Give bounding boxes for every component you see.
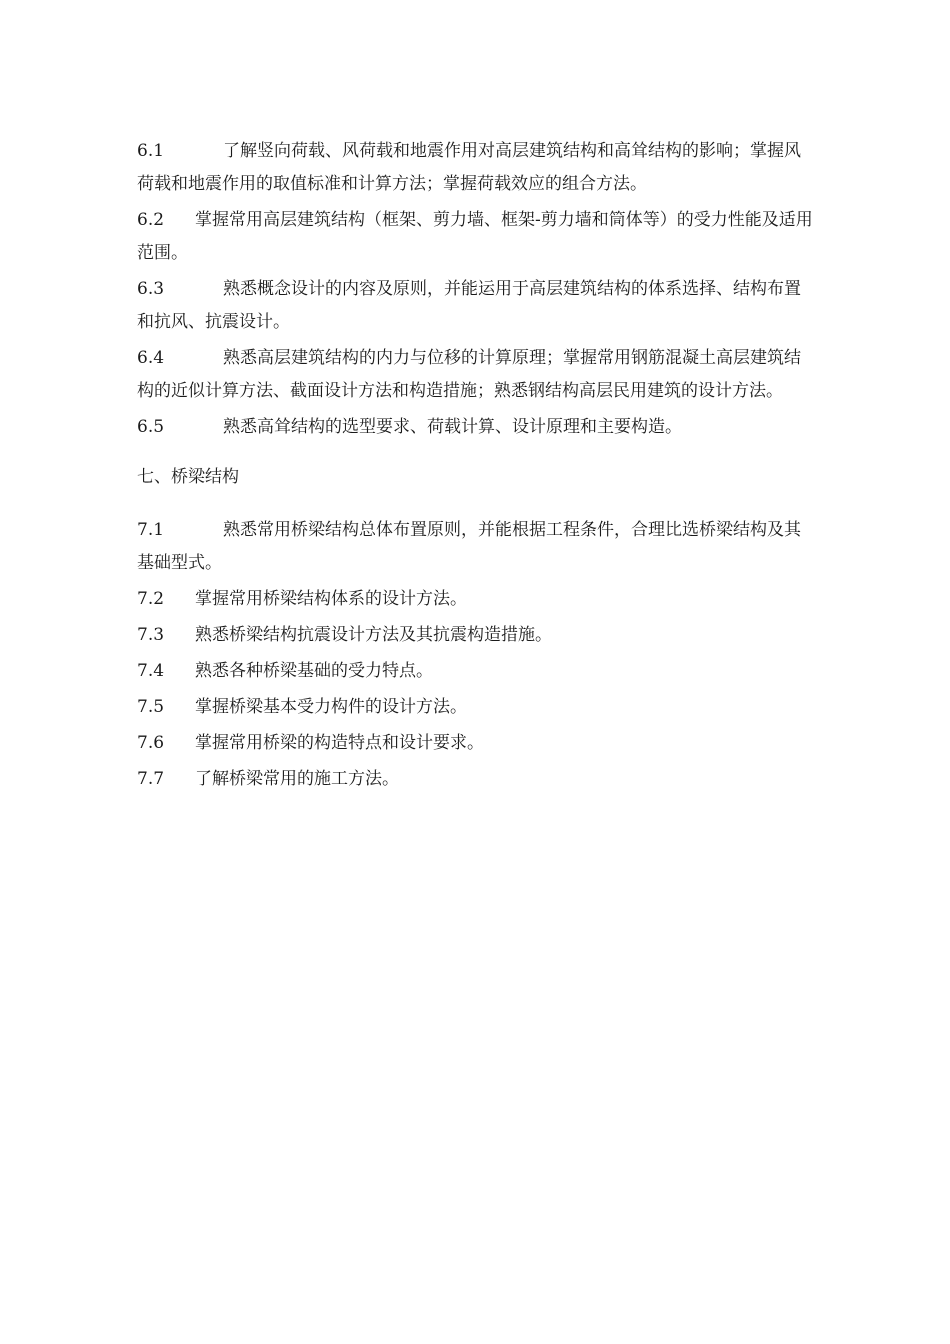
clause-number: 7.4 bbox=[137, 661, 165, 681]
clause-text: 熟悉常用桥梁结构总体布置原则，并能根据工程条件，合理比选桥梁结构及其基础型式。 bbox=[137, 520, 801, 573]
clause-text: 掌握常用桥梁结构体系的设计方法。 bbox=[195, 589, 467, 609]
clause-text: 了解竖向荷载、风荷载和地震作用对高层建筑结构和高耸结构的影响；掌握风荷载和地震作用的取值标准和计算方法；掌握荷载效应的组合方法。 bbox=[137, 141, 801, 194]
clause-7-3 bbox=[137, 619, 813, 652]
clause-6-4 bbox=[137, 342, 813, 408]
clause-number: 6.5 bbox=[137, 417, 165, 437]
clause-text: 了解桥梁常用的施工方法。 bbox=[195, 769, 399, 789]
clause-text: 掌握桥梁基本受力构件的设计方法。 bbox=[195, 697, 467, 717]
clause-7-7 bbox=[137, 763, 813, 796]
clause-number: 7.2 bbox=[137, 589, 165, 609]
clause-number: 6.2 bbox=[137, 210, 165, 230]
clause-number: 6.3 bbox=[137, 279, 165, 299]
clause-6-1 bbox=[137, 135, 813, 201]
clause-7-5 bbox=[137, 691, 813, 724]
clause-number: 7.6 bbox=[137, 733, 165, 753]
clause-6-3 bbox=[137, 273, 813, 339]
clause-number: 7.1 bbox=[137, 520, 165, 540]
clause-7-2 bbox=[137, 583, 813, 616]
clause-6-2 bbox=[137, 204, 813, 270]
clause-7-6 bbox=[137, 727, 813, 760]
clause-text: 熟悉各种桥梁基础的受力特点。 bbox=[195, 661, 433, 681]
clause-7-4 bbox=[137, 655, 813, 688]
clause-text: 熟悉高层建筑结构的内力与位移的计算原理；掌握常用钢筋混凝土高层建筑结构的近似计算方法、截面设计方法和构造措施；熟悉钢结构高层民用建筑的设计方法。 bbox=[137, 348, 801, 401]
clause-text: 熟悉高耸结构的选型要求、荷载计算、设计原理和主要构造。 bbox=[223, 417, 682, 437]
clause-number: 7.3 bbox=[137, 625, 165, 645]
clause-number: 7.7 bbox=[137, 769, 165, 789]
clause-text: 掌握常用桥梁的构造特点和设计要求。 bbox=[195, 733, 484, 753]
document-body bbox=[137, 135, 813, 799]
clause-text: 熟悉概念设计的内容及原则，并能运用于高层建筑结构的体系选择、结构布置和抗风、抗震设计。 bbox=[137, 279, 801, 332]
clause-text: 熟悉桥梁结构抗震设计方法及其抗震构造措施。 bbox=[195, 625, 552, 645]
clause-7-1 bbox=[137, 514, 813, 580]
clause-number: 6.1 bbox=[137, 141, 165, 161]
clause-6-5 bbox=[137, 411, 813, 444]
clause-text: 掌握常用高层建筑结构（框架、剪力墙、框架-剪力墙和筒体等）的受力性能及适用范围。 bbox=[137, 210, 813, 263]
clause-number: 6.4 bbox=[137, 348, 165, 368]
section-heading: 七、桥梁结构 bbox=[137, 467, 239, 487]
clause-number: 7.5 bbox=[137, 697, 165, 717]
